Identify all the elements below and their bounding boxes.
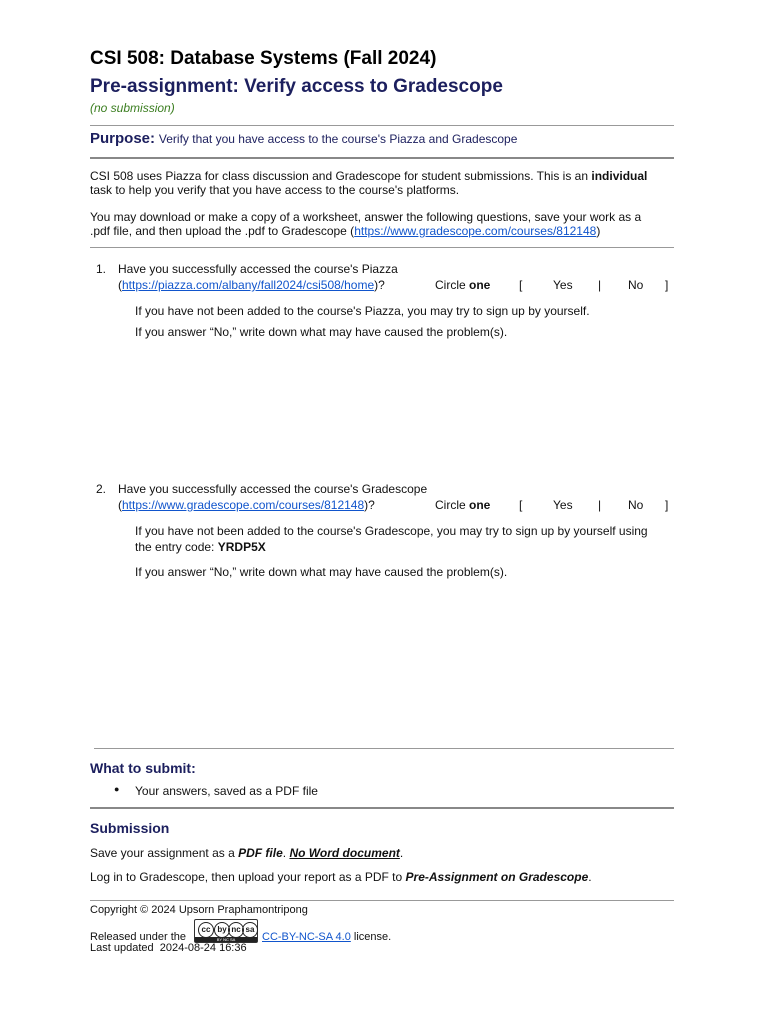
circle-label: Circle: [435, 278, 466, 292]
purpose-text: Verify that you have access to the course's Piazza and Gradescope: [158, 132, 518, 146]
divider: [90, 900, 674, 901]
piazza-link[interactable]: https://piazza.com/albany/fall2024/csi508/home: [122, 278, 375, 292]
submission-target: Pre-Assignment on Gradescope: [405, 870, 589, 884]
circle-bold: one: [469, 278, 491, 292]
submission-line-2: [90, 870, 592, 884]
intro-text: .pdf file, and then upload the .pdf to Gradescope (: [90, 224, 355, 238]
last-updated-value: 2024-08-24 16:36: [159, 942, 247, 954]
released-under: Released under the: [90, 931, 187, 943]
close-bracket: ]: [665, 278, 669, 292]
submission-line-1: [90, 846, 403, 860]
question-number: 1.: [96, 262, 107, 276]
intro-paragraph-1: [90, 169, 647, 197]
sa-icon: sa: [242, 922, 258, 938]
no-option[interactable]: No: [628, 498, 644, 512]
intro-text: task to help you verify that you have access to the course's platforms.: [90, 183, 460, 197]
intro-bold: individual: [591, 169, 648, 183]
purpose: [90, 130, 517, 147]
question-link-line: (https://piazza.com/albany/fall2024/csi508/home)?: [118, 278, 385, 292]
question-note: If you have not been added to the course's Piazza, you may try to sign up by yourself.: [135, 304, 590, 318]
submission-note: (no submission): [90, 101, 175, 115]
license-link[interactable]: CC-BY-NC-SA 4.0: [262, 931, 351, 943]
option-separator: |: [598, 498, 602, 512]
divider: [90, 807, 674, 809]
what-to-submit-heading: What to submit:: [90, 760, 196, 776]
submission-text: Save your assignment as a: [90, 846, 235, 860]
assignment-title: Pre-assignment: Verify access to Gradescope: [90, 76, 503, 97]
entry-code: YRDP5X: [217, 540, 266, 554]
intro-text: ): [596, 224, 601, 238]
gradescope-link[interactable]: https://www.gradescope.com/courses/812148: [354, 224, 597, 238]
gradescope-link[interactable]: https://www.gradescope.com/courses/812148: [122, 498, 365, 512]
submission-text: .: [399, 846, 404, 860]
question-note: If you answer “No,” write down what may have caused the problem(s).: [135, 325, 508, 339]
question-text: Have you successfully accessed the course's Piazza: [118, 262, 398, 276]
close-bracket: ]: [665, 498, 669, 512]
by-icon: by: [214, 922, 230, 938]
intro-text: CSI 508 uses Piazza for class discussion and Gradescope for student submissions. This is an: [90, 169, 589, 183]
divider: [90, 157, 674, 159]
purpose-label: Purpose:: [90, 130, 156, 147]
nc-icon: nc: [228, 922, 244, 938]
divider: [90, 247, 674, 248]
divider: [90, 125, 674, 126]
question-note: the entry code:: [135, 540, 215, 554]
course-title: CSI 508: Database Systems (Fall 2024): [90, 48, 437, 69]
circle-one: [435, 498, 490, 512]
divider: [94, 748, 674, 749]
open-bracket: [: [519, 278, 523, 292]
submission-text: .: [282, 846, 287, 860]
question-note: If you answer “No,” write down what may have caused the problem(s).: [135, 565, 508, 579]
bullet-icon: ●: [114, 784, 120, 794]
yes-option[interactable]: Yes: [553, 278, 573, 292]
open-bracket: [: [519, 498, 523, 512]
option-separator: |: [598, 278, 602, 292]
question-text: )?: [374, 278, 385, 292]
submission-pdf: PDF file: [238, 846, 283, 860]
circle-one: [435, 278, 490, 292]
question-text: Have you successfully accessed the course's Gradescope: [118, 482, 428, 496]
intro-paragraph-2: [90, 210, 641, 238]
cc-license-badge-icon[interactable]: [194, 919, 258, 943]
last-updated-label: Last updated: [90, 942, 154, 954]
question-text: )?: [364, 498, 375, 512]
circle-bold: one: [469, 498, 491, 512]
yes-option[interactable]: Yes: [553, 498, 573, 512]
circle-label: Circle: [435, 498, 466, 512]
question-link-line: (https://www.gradescope.com/courses/812148)?: [118, 498, 375, 512]
submission-text: Log in to Gradescope, then upload your report as a PDF to: [90, 870, 403, 884]
submission-heading: Submission: [90, 820, 170, 836]
list-item: Your answers, saved as a PDF file: [135, 784, 318, 798]
no-option[interactable]: No: [628, 278, 644, 292]
badge-bar: BY NC SA: [195, 937, 257, 942]
question-note: If you have not been added to the course's Gradescope, you may try to sign up by yourself using: [135, 524, 648, 538]
intro-text: You may download or make a copy of a worksheet, answer the following questions, save your work as a: [90, 210, 642, 224]
license-text: license.: [353, 931, 392, 943]
last-updated: [90, 942, 247, 954]
cc-icon: cc: [198, 922, 214, 938]
question-number: 2.: [96, 482, 107, 496]
copyright: Copyright © 2024 Upsorn Praphamontripong: [90, 904, 308, 916]
submission-text: .: [588, 870, 592, 884]
submission-no-word: No Word document: [289, 846, 400, 860]
license-line: [262, 931, 391, 943]
entry-code-line: [135, 540, 266, 554]
